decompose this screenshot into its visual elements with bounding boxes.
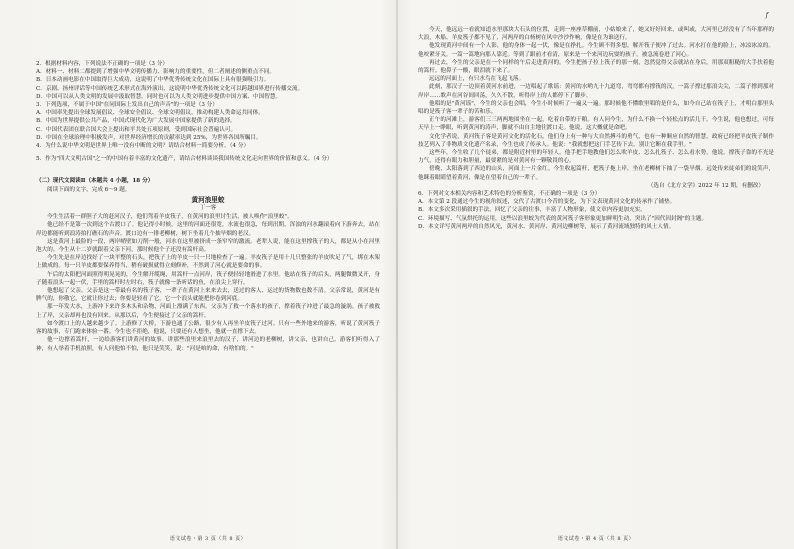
reading-instruction: 阅读下面的文字，完成 6～9 题。 (47, 186, 131, 193)
question-3-option-b: B．中国为世界提供公共产品，中国式现代化为广大发展中国家提供了新的选择。 (36, 118, 236, 125)
story-paragraph: 午后的太阳把河面照得明晃晃的，今生解开缆绳，用篙杆一点河岸，筏子便轻轻地滑进了水里。他站在筏子的后头，两腿微微叉开，身子随着浪头一起一伏，手里的篙杆时左时右，筏子就像一条听话的鱼，在浪尖上穿行。 (36, 271, 380, 286)
question-2-option-a: A．材料一、材料二都提到了增强中华文明传播力、影响力的重要性，但二者阐述的侧重点不同。 (36, 69, 275, 76)
question-3-option-a: A．中国率先提出全球发展倡议、全球安全倡议、全球文明倡议，推动构建人类命运共同体。 (36, 110, 264, 117)
question-2-stem: 2．根据材料内容，下列说法不正确的一项是（3 分） (36, 61, 168, 67)
story-paragraph: 他唱的是"黄河谣"，今生的父亲也会唱，今生小时候听了一遍又一遍。那时候他不懂歌里唱的是什么，如今自己站在筏子上，才明白那里头唱的是筏子客一辈子的苦和乐。 (418, 100, 774, 116)
story-paragraph: 他一边撑着篙杆，一边给游客们讲黄河的故事。讲那些浪里来浪里去的汉子，讲河边的老柳树，讲父亲，也讲自己。游客们听得入了神，有人举着手机拍照，有人问他怕不怕，他只是笑笑，说："河是咱的命，有啥怕的。" (36, 337, 380, 352)
question-6-option-c: C．环境描写、气氛烘托的运用，这些以浪里蛟为代表的黄河筏子客形象更加鲜明生动，突出了"因代因封阁"的主题。 (418, 215, 708, 222)
story-paragraph: 文化学者说，黄河筏子客是黄河文化的活化石，他们身上有一种与大自然搏斗的勇气，也有一种顺应自然的智慧。政府已经把羊皮筏子制作技艺列入了非物质文化遗产名录，今生也成了传承人。他说："我就想把这门手艺传下去，别让它断在我手里。" (418, 133, 774, 148)
right-page-footer: 语文试卷・第 4 页（共 8 页） (557, 535, 635, 542)
story-paragraph: 那一年发大水，上游冲下来许多木头和杂物，河面上漂满了东西。父亲为了救一个落水的孩子，撑着筏子冲进了最急的漩涡。孩子被救上了岸，父亲却再也没有回来。从那以后，今生便接过了父亲的篙杆。 (36, 304, 380, 319)
right-page (418, 0, 774, 549)
story-paragraph: 远远的河面上，有只水鸟在飞起飞落。 (429, 76, 525, 83)
page-gutter (396, 0, 398, 549)
story-paragraph: 今生先是在岸边找好了一块平整的石头，把筏子上的羊皮一只一只地检查了一遍。羊皮筏子是用十几只整张的羊皮吹足了气，绑在木架上做成的。每一只羊皮都要保养得当，稍有破损就得立刻修补，不然到了河心就是要命的事。 (36, 255, 380, 270)
question-2-option-c: C．京剧、扬州评话等中国传统艺术形式在海外演出，这说明中华优秀传统文化可以跨越国界进行传播交流。 (36, 85, 304, 92)
question-4: 4．为什么说中华文明是世界上唯一没有中断的文明？请结合材料一简要分析。（4 分） (36, 143, 250, 150)
story-author: 丁一客 (199, 205, 217, 212)
question-6-option-d: D．本文详写黄河两岸的自然风光，黄河水、黄河岸、黄河边柳树等，展示了黄河流域独特的风土人情。 (418, 223, 675, 230)
story-paragraph: 再过去，今生的父亲是在一个同样的午后走进黄河的。今生把孩子拉上筏子的那一刻，忽然觉得父亲就站在身后，用那双粗糙的大手扶着他的篙杆。他鼻子一酸，眼泪就下来了。 (418, 59, 774, 75)
story-title: 黄河浪里蛟 (191, 195, 225, 204)
story-paragraph: 这是黄河上最险的一段，两岸峭壁如刀削一般，河水在这里被挤成一条窄窄的激流。老辈人说，能在这里撑筏子的人，都是从小在河里泡大的。今生从十二岁就跟着父亲下河，那时候他个子还没有篙杆高。 (36, 238, 380, 254)
story-paragraph: 这些年，今生收了几个徒弟，都是附近村里的年轻人。他手把手地教他们怎么吹羊皮、怎么扎筏子、怎么看水势。他说，撑筏子靠的不光是力气，还得有眼力和胆量，最要紧的是对黄河有一颗敬畏的心。 (418, 150, 774, 165)
story-source: （选自《北方文学》2022 年 12 期，有删改） (647, 182, 764, 189)
question-3-option-c: C．中国代表团在联合国大会上提出和平共处五项原则，受到国际社会普遍认可。 (36, 126, 237, 133)
story-paragraph: 正午的河滩上，游客们三三两两地围坐在一起，吃着自带的干粮。有人问今生，为什么不换一个轻松点的活儿干。今生说，他也想过，可每天早上一睁眼，听到黄河的涛声，脚就不由自主地往渡口走。他说，这大概就是命吧。 (418, 117, 774, 132)
story-paragraph: 他想起了父亲。父亲是这一带最有名的筏子客，一辈子在黄河上来来去去，送过的客人、运过的货物数也数不清。父亲常说，黄河是有脾气的，你敬它，它就让你过去；你要是轻看了它，它一个浪头就能把你卷到河底。 (36, 288, 380, 303)
page-mark: f (765, 12, 768, 19)
story-paragraph: 此刻，那汉子一边顶着黄河水前进，一边唱起了歌谣：黄河的水哟九十九道弯，弯弯都有撑筏的汉，一篙子撑过那浪尖尖，二篙子撑到那对岸岸……歌声在河谷间回荡，久久不散，听得岸上的人都停下了脚步。 (418, 84, 774, 99)
question-3-option-d: D．中国在全球治理中积极发声，对世界经济增长的贡献率达到 25%，为世界各国所瞩目。 (36, 134, 262, 141)
left-page (36, 0, 380, 549)
question-2-option-d: D．中国可以从人类文明的发展中汲取智慧，同时也可以为人类文明进步提供中国方案、中国智慧。 (36, 93, 282, 100)
left-page-footer: 语文试卷・第 3 页（共 8 页） (169, 535, 247, 542)
question-6-option-b: B．本文多次采用插叙的手法，回忆了父亲的往事，丰富了人物形象，使文章内容更加充实。 (418, 207, 646, 214)
story-paragraph: 今天，他远远一看就知道水里那块大石头的位置，走到一座座草棚前，小姑娘来了，她又好好回来，或叫或，大河里已经没有了当年那样的大浪，木船、羊皮筏子都不见了，河两岸的白杨树在风中沙沙作响，像是在为谁送行。 (418, 27, 774, 42)
story-paragraph: 他已经不是第一次到这个古渡口了。他记得小时候，这里的河面还很宽，水流也很急，每到汛期，浑浊的河水翻滚着向下游奔去，站在岸边都能听到浪涛拍打礁石的声音。渡口边有一排老柳树，树下坐着几个抽旱烟的老汉。 (36, 222, 380, 237)
question-6-option-a: A．本文第 2 段通过今生的视角叙述，交代了古渡口今昔的变化，为下文表现黄河文化的传承作了铺垫。 (418, 199, 676, 206)
question-2-option-b: B．日本动画电影在中国取得巨大成功，这说明了中华优秀传统文化在国际上具有很强吸引力。 (36, 77, 270, 84)
story-paragraph: 今生生活着一群胆子大的赶河汉子，他们驾着羊皮筏子，在黄河的浪里讨生活，被人唤作"浪里蛟"。 (47, 214, 293, 221)
section-heading: （二）现代文阅读Ⅱ（本题共 4 小题，18 分） (36, 178, 154, 185)
story-paragraph: 如今渡口上的人越来越少了。上游修了大桥，下游也通了公路，很少有人再坐羊皮筏子过河。只有一些外地来的游客，听说了黄河筏子客的故事，专门跑来体验一番。今生也不拒绝，他说，只要还有人想坐，他就一直撑下去。 (36, 320, 380, 336)
question-6-stem: 6．下列对文本相关内容和艺术特色的分析鉴赏，不正确的一项是（3 分） (418, 191, 601, 198)
story-paragraph: 傍晚，太阳落到了西边的山头，河面上一片金红。今生收起篙杆，把筏子拖上岸，坐在老柳树下抽了一袋旱烟。远处传来徒弟们的说笑声，他眯着眼睛望着黄河，像是在望着自己的一辈子。 (418, 166, 774, 181)
question-3-stem: 3．下列选项，不属于中国"在同国际上发出自己的声音"的一项是（3 分） (36, 102, 218, 109)
question-5: 5．作为"四大文明古国"之一的中国有着丰富的文化遗产，请结合材料谈谈我国传统文化走向世界的价值和意义。（4 分） (36, 156, 333, 163)
story-paragraph: 他发现黄河中间有一个人影，他的身体一起一伏，像是在挣扎。今生顾不得多想，解开筏子便冲了过去。河水打在他的脸上，冰凉冰凉的。他咬紧牙关，一篙一篙地向那人靠近。等到了跟前才看清，原来是一个来河边玩耍的孩子，被急流卷进了河心。 (418, 43, 774, 58)
